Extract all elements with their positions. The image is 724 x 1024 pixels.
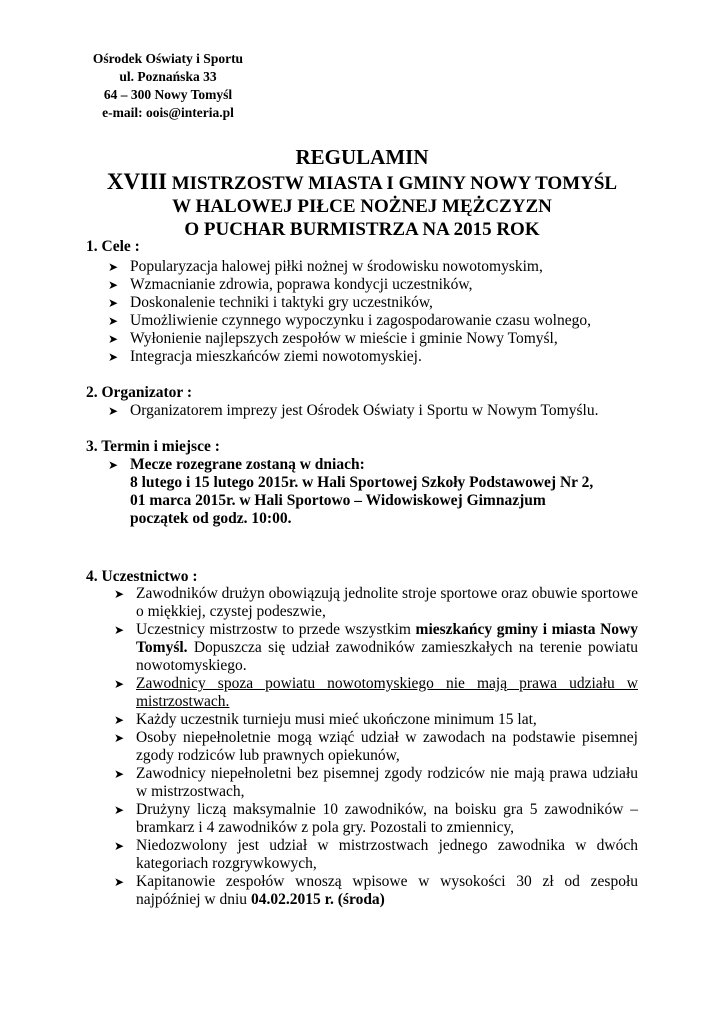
deadline-date: 04.02.2015 r. (środa)	[250, 891, 385, 908]
list-item-text: Wyłonienie najlepszych zespołów w mieście i gminie Nowy Tomyśl,	[130, 330, 558, 347]
arrow-bullet-icon: ➤	[114, 839, 125, 853]
list-item-text: Umożliwienie czynnego wypoczynku i zagospodarowanie czasu wolnego,	[130, 312, 591, 329]
arrow-bullet-icon: ➤	[108, 404, 119, 418]
arrow-bullet-icon: ➤	[114, 803, 125, 817]
org-email: e-mail: oois@interia.pl	[102, 105, 234, 120]
list-item	[114, 711, 638, 729]
list-item	[114, 801, 638, 837]
termin-list	[108, 456, 668, 528]
list-item	[108, 330, 628, 348]
termin-march-line: 01 marca 2015r. w Hali Sportowo – Widowiskowej Gimnazjum	[130, 492, 546, 509]
list-item	[114, 675, 638, 711]
list-item	[108, 312, 628, 330]
title-roman-numeral: XVIII	[106, 169, 167, 194]
list-item-bold-text: mieszkańcy gminy i miasta Nowy Tomyśl.	[136, 621, 638, 656]
list-item-text: Dopuszcza się udział zawodników zamieszkałych na terenie powiatu nowotomyskiego.	[136, 639, 638, 674]
section-heading-organizator: 2. Organizator :	[86, 384, 193, 401]
org-name: Ośrodek Oświaty i Sportu	[92, 51, 244, 66]
list-item	[114, 729, 638, 765]
title-line-1	[0, 170, 724, 195]
list-item-text: Popularyzacja halowej piłki nożnej w środowisku nowotomyskim,	[130, 258, 543, 275]
list-item-text: Zawodników drużyn obowiązują jednolite stroje sportowe oraz obuwie sportowe o miękkiej, czystej podeszwie,	[136, 585, 638, 620]
organizator-list	[108, 402, 668, 420]
termin-start-time: początek od godz. 10:00.	[130, 510, 292, 527]
list-item-text: Każdy uczestnik turnieju musi mieć ukończone minimum 15 lat,	[136, 711, 537, 728]
list-item-text: Drużyny liczą maksymalnie 10 zawodników, na boisku gra 5 zawodników – bramkarz i 4 zawodników z pola gry. Pozostali to zmiennicy,	[136, 801, 638, 836]
list-item-text: Integracja mieszkańców ziemi nowotomyskiej.	[130, 348, 422, 365]
arrow-bullet-icon: ➤	[114, 623, 125, 637]
arrow-bullet-icon: ➤	[114, 731, 125, 745]
list-item-text: Doskonalenie techniki i taktyki gry uczestników,	[130, 294, 433, 311]
list-item-text: Niedozwolony jest udział w mistrzostwach jednego zawodnika w dwóch kategoriach rozgrywkowych,	[136, 837, 638, 872]
list-item-text: Mecze rozegrane zostaną w dniach:	[130, 456, 365, 473]
section-heading-uczestnictwo: 4. Uczestnictwo :	[86, 568, 198, 585]
arrow-bullet-icon: ➤	[108, 314, 119, 328]
list-item	[114, 585, 638, 621]
list-item	[108, 456, 668, 474]
list-item-text: Kapitanowie zespołów wnoszą wpisowe w wysokości 30 zł od zespołu najpóźniej w dniu	[136, 873, 638, 908]
list-item	[108, 258, 628, 276]
title-line-3: O PUCHAR BURMISTRZA NA 2015 ROK	[184, 219, 540, 240]
section-heading-cele: 1. Cele :	[86, 238, 140, 255]
cele-list	[108, 258, 628, 366]
title-line-2: W HALOWEJ PIŁCE NOŻNEJ MĘŻCZYZN	[172, 196, 552, 217]
list-item-text: Zawodnicy niepełnoletni bez pisemnej zgody rodziców nie mają prawa udziału w mistrzostwach,	[136, 765, 638, 800]
arrow-bullet-icon: ➤	[108, 458, 119, 472]
list-item-text: Wzmacnianie zdrowia, poprawa kondycji uczestników,	[130, 276, 473, 293]
list-item	[114, 837, 638, 873]
arrow-bullet-icon: ➤	[108, 260, 119, 274]
arrow-bullet-icon: ➤	[108, 332, 119, 346]
list-item	[114, 621, 638, 675]
section-heading-termin: 3. Termin i miejsce :	[86, 438, 220, 455]
document-title: REGULAMIN	[295, 145, 429, 169]
list-item-text: Uczestnicy mistrzostw to przede wszystkim	[136, 621, 416, 638]
org-street: ul. Poznańska 33	[119, 69, 217, 84]
arrow-bullet-icon: ➤	[108, 278, 119, 292]
arrow-bullet-icon: ➤	[114, 767, 125, 781]
arrow-bullet-icon: ➤	[114, 587, 125, 601]
uczestnictwo-list	[114, 585, 638, 909]
list-item	[108, 276, 628, 294]
title-line-1-text: MISTRZOSTW MIASTA I GMINY NOWY TOMYŚL	[166, 173, 618, 194]
list-item	[108, 402, 668, 420]
list-item	[108, 294, 628, 312]
document-title-block	[0, 144, 724, 241]
list-item-underlined-text: Zawodnicy spoza powiatu nowotomyskiego nie mają prawa udziału w mistrzostwach.	[136, 675, 638, 710]
arrow-bullet-icon: ➤	[114, 713, 125, 727]
organization-header	[68, 50, 268, 122]
arrow-bullet-icon: ➤	[108, 296, 119, 310]
arrow-bullet-icon: ➤	[114, 677, 125, 691]
arrow-bullet-icon: ➤	[114, 875, 125, 889]
list-item	[108, 348, 628, 366]
list-item-text: Organizatorem imprezy jest Ośrodek Oświaty i Sportu w Nowym Tomyślu.	[130, 402, 599, 419]
termin-dates-line: 8 lutego i 15 lutego 2015r. w Hali Sportowej Szkoły Podstawowej Nr 2,	[130, 474, 594, 491]
list-item-text: Osoby niepełnoletnie mogą wziąć udział w zawodach na podstawie pisemnej zgody rodziców lub prawnych opiekunów,	[136, 729, 638, 764]
list-item	[114, 765, 638, 801]
arrow-bullet-icon: ➤	[108, 350, 119, 364]
org-city: 64 – 300 Nowy Tomyśl	[103, 87, 233, 102]
list-item	[114, 873, 638, 909]
